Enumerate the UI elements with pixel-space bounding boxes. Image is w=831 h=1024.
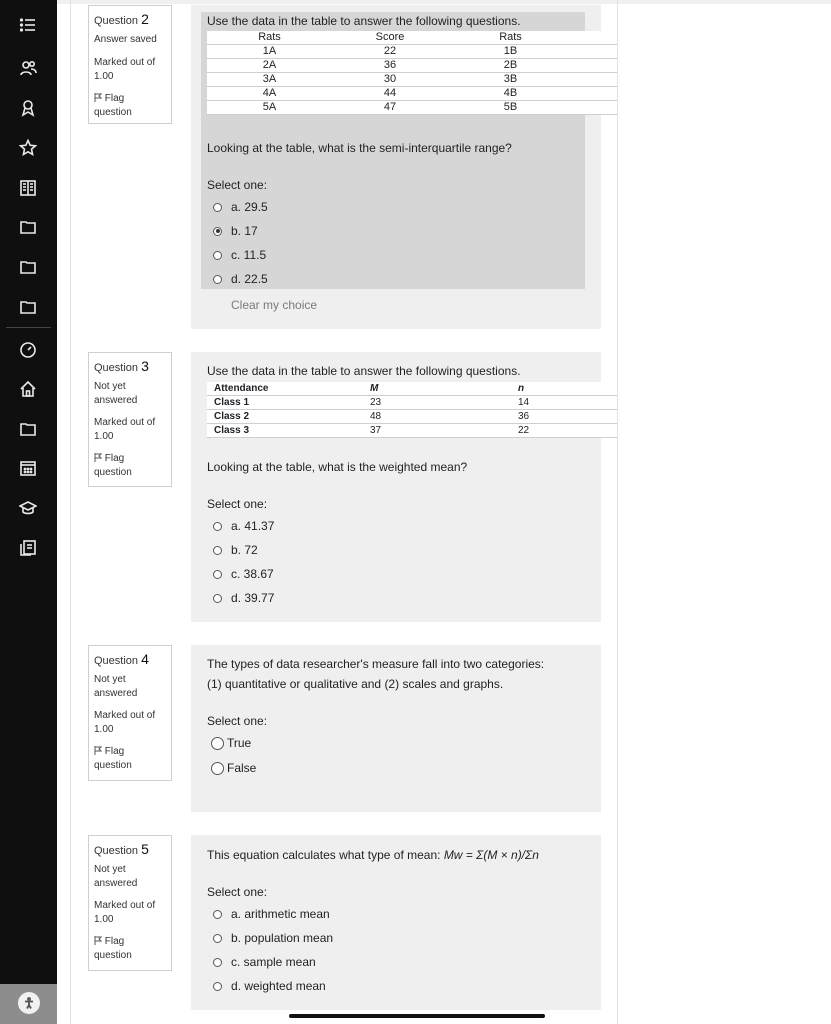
top-rule (57, 0, 831, 4)
table-cell: 23 (370, 396, 518, 410)
flag-question-link[interactable]: Flag question (94, 93, 132, 118)
answer-option-d[interactable] (213, 272, 268, 286)
question-info-5 (88, 835, 172, 971)
option-label: d. 39.77 (231, 591, 275, 605)
option-label: False (227, 761, 257, 775)
table-cell: 3A (207, 73, 332, 87)
radio-button[interactable] (213, 982, 222, 991)
question-status: Not yet answered (94, 864, 138, 889)
table-header (207, 31, 617, 45)
select-one-label: Select one: (207, 885, 268, 899)
page-border-left (70, 0, 71, 1024)
flag-question-link[interactable]: Flag question (94, 936, 132, 961)
question-marks: Marked out of 1.00 (94, 57, 156, 82)
question-intro: Use the data in the table to answer the following questions. (207, 14, 521, 28)
table-cell: n (518, 382, 617, 396)
question-status: Not yet answered (94, 674, 138, 699)
table-row (207, 410, 617, 424)
users-icon[interactable] (16, 56, 40, 80)
table-cell: Score (332, 31, 448, 45)
table-header (207, 382, 617, 396)
award-icon[interactable] (16, 96, 40, 120)
clear-choice-link[interactable]: Clear my choice (231, 298, 318, 312)
radio-button[interactable] (213, 958, 222, 967)
prompt-text: This equation calculates what type of mean: (207, 848, 444, 862)
option-label: c. sample mean (231, 955, 316, 969)
answer-option-b[interactable] (213, 543, 258, 557)
table-row (207, 396, 617, 410)
calendar-icon[interactable] (16, 456, 40, 480)
question-info-2 (88, 5, 172, 124)
table-cell: 44 (332, 87, 448, 101)
home-icon[interactable] (16, 377, 40, 401)
question-status: Not yet answered (94, 381, 138, 406)
option-label: a. 41.37 (231, 519, 275, 533)
table-cell: 1A (207, 45, 332, 59)
option-label: a. arithmetic mean (231, 907, 330, 921)
table-cell: 4A (207, 87, 332, 101)
select-one-label: Select one: (207, 178, 268, 192)
table-cell: 37 (370, 424, 518, 438)
option-label: a. 29.5 (231, 200, 268, 214)
answer-option-true[interactable] (211, 736, 251, 750)
flag-icon (94, 453, 102, 462)
answer-option-a[interactable] (213, 907, 330, 921)
question-number: Question 2 (94, 11, 149, 27)
question-number: Question 5 (94, 841, 149, 857)
answer-option-false[interactable] (211, 761, 256, 775)
option-label: d. 22.5 (231, 272, 268, 286)
answer-option-b[interactable] (213, 931, 333, 945)
question-prompt-line-2: (1) quantitative or qualitative and (2) scales and graphs. (207, 677, 504, 691)
table-cell: 47 (332, 101, 448, 115)
horizontal-scrollbar[interactable] (289, 1014, 545, 1018)
select-one-label: Select one: (207, 714, 268, 728)
prompt-formula: Mw = Σ(M × n)/Σn (443, 848, 539, 862)
folder-icon[interactable] (16, 417, 40, 441)
table-row (207, 424, 617, 438)
star-icon[interactable] (16, 136, 40, 160)
option-label: d. weighted mean (231, 979, 326, 993)
gauge-icon[interactable] (16, 338, 40, 362)
question-prompt: Looking at the table, what is the semi-interquartile range? (207, 141, 512, 155)
table-cell: Class 1 (207, 396, 370, 410)
table-cell: 48 (370, 410, 518, 424)
question-number: Question 3 (94, 358, 149, 374)
table-cell: 5A (207, 101, 332, 115)
table-row (207, 45, 617, 59)
question-number: Question 4 (94, 651, 149, 667)
data-table (207, 382, 617, 438)
answer-option-a[interactable] (213, 519, 274, 533)
option-label: c. 11.5 (231, 248, 267, 262)
radio-button[interactable] (213, 934, 222, 943)
question-prompt-line-1: The types of data researcher's measure fall into two categories: (207, 657, 545, 671)
flag-icon (94, 93, 102, 102)
radio-button-selected[interactable] (213, 227, 222, 236)
table-row (207, 87, 617, 101)
left-nav-drawer (0, 0, 57, 1024)
table-cell: M (370, 382, 518, 396)
select-one-label: Select one: (207, 497, 268, 511)
radio-button[interactable] (213, 910, 222, 919)
radio-button[interactable] (213, 203, 222, 212)
radio-button[interactable] (211, 737, 224, 750)
book-icon[interactable] (16, 176, 40, 200)
table-cell: 36 (332, 59, 448, 73)
answer-option-d[interactable] (213, 979, 326, 993)
table-cell: 36 (518, 410, 617, 424)
table-cell: 14 (518, 396, 617, 410)
files-icon[interactable] (16, 536, 40, 560)
radio-button[interactable] (213, 522, 222, 531)
option-label: b. 17 (231, 224, 258, 238)
table-row (207, 59, 617, 73)
question-intro: Use the data in the table to answer the following questions. (207, 364, 521, 378)
question-marks: Marked out of 1.00 (94, 900, 156, 925)
folder-icon[interactable] (16, 215, 40, 239)
answer-option-c[interactable] (213, 955, 316, 969)
question-prompt: Looking at the table, what is the weighted mean? (207, 460, 468, 474)
radio-button[interactable] (213, 594, 222, 603)
table-cell: 3B (448, 73, 573, 87)
question-marks: Marked out of 1.00 (94, 417, 156, 442)
table-cell: Attendance (207, 382, 370, 396)
question-prompt (207, 848, 539, 862)
table-cell: Class 2 (207, 410, 370, 424)
answer-option-c[interactable] (213, 248, 266, 262)
page-border-right (617, 0, 618, 1024)
table-cell: Rats (207, 31, 332, 45)
radio-button[interactable] (213, 251, 222, 260)
option-label: b. 72 (231, 543, 258, 557)
question-info-4 (88, 645, 172, 781)
accessibility-icon[interactable] (18, 992, 40, 1014)
option-label: c. 38.67 (231, 567, 274, 581)
radio-button[interactable] (213, 570, 222, 579)
table-cell: 4B (448, 87, 573, 101)
flag-question-link[interactable]: Flag question (94, 453, 132, 478)
answer-option-b[interactable] (213, 224, 258, 238)
table-row (207, 101, 617, 115)
table-cell: 22 (518, 424, 617, 438)
table-row (207, 73, 617, 87)
radio-button[interactable] (211, 762, 224, 775)
option-label: b. population mean (231, 931, 334, 945)
folder-icon[interactable] (16, 255, 40, 279)
flag-icon (94, 936, 102, 945)
table-cell: 30 (332, 73, 448, 87)
answer-option-c[interactable] (213, 567, 274, 581)
question-status: Answer saved (94, 34, 157, 45)
table-cell: Rats (448, 31, 573, 45)
radio-button[interactable] (213, 275, 222, 284)
radio-button[interactable] (213, 546, 222, 555)
option-label: True (227, 736, 252, 750)
table-cell: Class 3 (207, 424, 370, 438)
answer-option-d[interactable] (213, 591, 274, 605)
folder-icon[interactable] (16, 295, 40, 319)
flag-icon (94, 746, 102, 755)
table-cell: 2A (207, 59, 332, 73)
table-cell: 1B (448, 45, 573, 59)
graduation-cap-icon[interactable] (16, 496, 40, 520)
question-marks: Marked out of 1.00 (94, 710, 156, 735)
question-info-3 (88, 352, 172, 487)
table-cell: 5B (448, 101, 573, 115)
data-table (207, 31, 617, 115)
table-cell: 22 (332, 45, 448, 59)
answer-option-a[interactable] (213, 200, 268, 214)
sidebar-divider (6, 327, 51, 328)
table-cell: 2B (448, 59, 573, 73)
flag-question-link[interactable]: Flag question (94, 746, 132, 771)
list-icon[interactable] (16, 13, 40, 37)
